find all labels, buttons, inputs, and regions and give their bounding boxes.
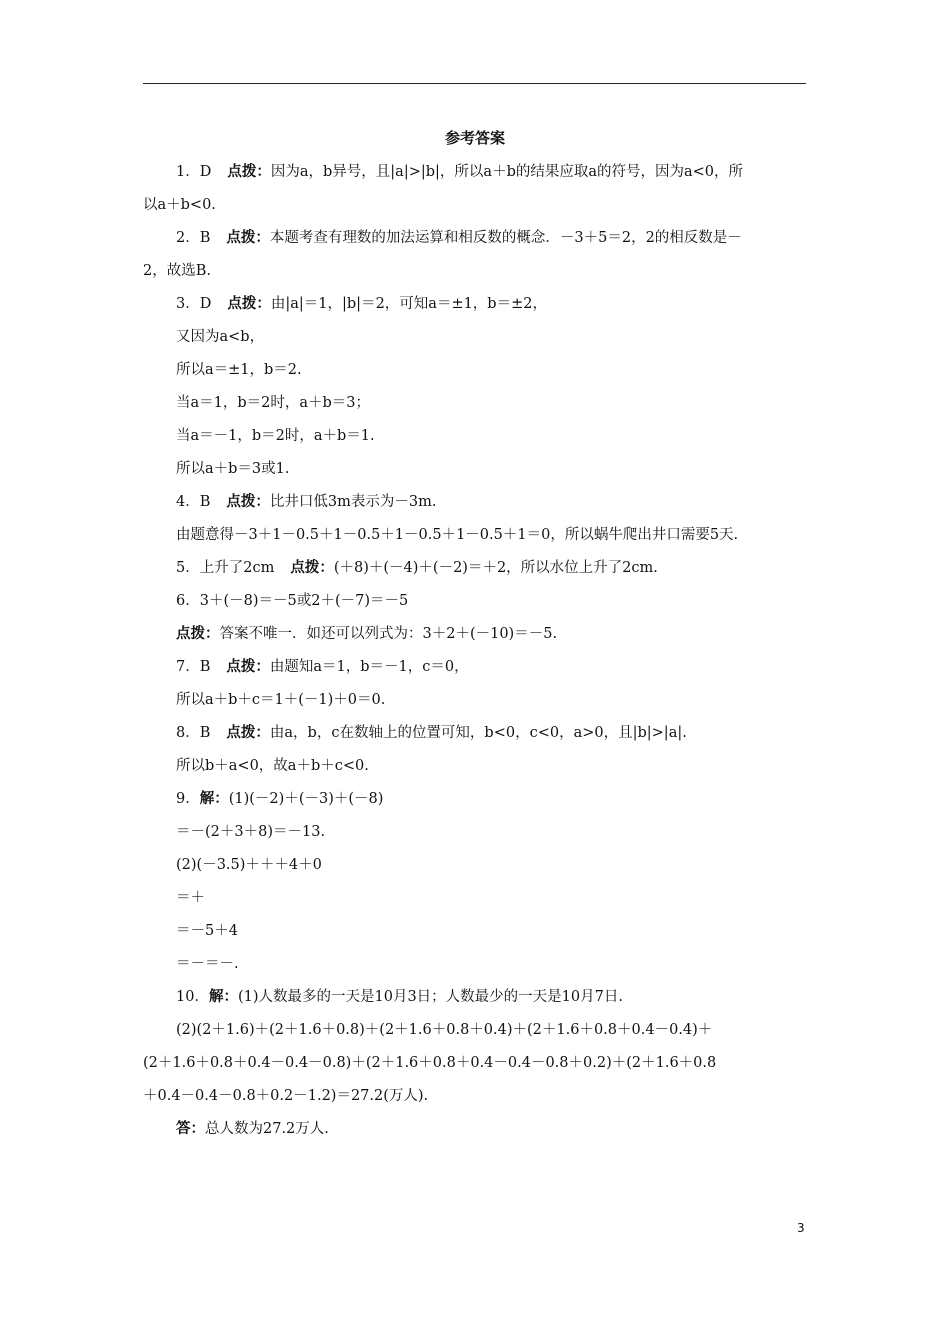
answer-line [143,453,806,486]
answer-text: 所以a＝±1，b＝2. [176,362,302,378]
answer-line [143,882,806,915]
hint-tag: 点拨： [176,626,220,642]
answer-line [143,750,806,783]
answer-line [143,1047,806,1080]
question-number: 2 [176,230,186,246]
question-number: 1 [176,164,186,180]
answer-line: 8．B 点拨：由a，b，c在数轴上的位置可知，b<0，c<0，a>0，且|b|>|a|. [176,725,687,741]
page-title: 参考答案 [444,129,505,147]
answer-line: 9．解：(1)(－2)＋(－3)＋(－8) [176,791,384,807]
answer-text: 由题意得－3＋1－0.5＋1－0.5＋1－0.5＋1－0.5＋1＝0，所以蜗牛爬出井口需要5天. [176,527,739,543]
hint-tag: 解： [208,989,238,1005]
hint-tag: 解： [199,791,229,807]
answer-line [143,849,806,882]
hint-tag: 点拨： [290,560,334,576]
answer-text: 总人数为27.2万人. [205,1121,329,1137]
question-number: 9 [176,791,186,807]
answer-text: 本题考查有理数的加法运算和相反数的概念．－3＋5＝2，2的相反数是－ [269,230,742,246]
answer-line [143,519,806,552]
answer-line: 7．B 点拨：由题知a＝1，b＝－1，c＝0， [176,659,469,675]
answer-line [143,321,806,354]
answer-line: 6．3＋(－8)＝－5或2＋(－7)＝－5 [176,593,409,609]
answer-line [143,684,806,717]
question-number: 10 [176,989,195,1005]
answer-line [143,618,806,651]
answer-line [143,255,806,288]
answer-text: 答案不唯一．如还可以列式为：3＋2＋(－10)＝－5. [219,626,558,642]
answer-line: 5．上升了2cm 点拨：(＋8)＋(－4)＋(－2)＝＋2，所以水位上升了2cm. [176,560,658,576]
hint-tag: 点拨： [226,659,270,675]
answer-line [143,915,806,948]
answer-list [143,156,806,1146]
answer-choice: D [199,164,212,180]
answer-text: 由|a|＝1，|b|＝2，可知a＝±1，b＝±2， [270,296,547,312]
answer-text: ＋0.4－0.4－0.8＋0.2－1.2)＝27.2(万人). [143,1088,429,1104]
answer-line [143,387,806,420]
question-number: 4 [176,494,186,510]
answer-text: ＝－(2＋3＋8)＝－13. [176,824,326,840]
page-number: 3 [797,1221,805,1235]
answer-line [143,354,806,387]
answer-text: (1)(－2)＋(－3)＋(－8) [228,791,384,807]
answer-text: (2)(2＋1.6)＋(2＋1.6＋0.8)＋(2＋1.6＋0.8＋0.4)＋(2＋1.6＋0.8＋0.4－0.4)＋ [176,1022,713,1038]
answer-text: 由题知a＝1，b＝－1，c＝0， [269,659,469,675]
answer-choice: B [199,725,211,741]
answer-line: 3．D 点拨：由|a|＝1，|b|＝2，可知a＝±1，b＝±2， [176,296,547,312]
answer-text: 又因为a<b， [176,329,265,345]
answer-line [143,1014,806,1047]
answer-text: 比井口低3m表示为－3m. [269,494,437,510]
answer-text: ＝＋ [176,890,205,906]
answer-choice: B [199,230,211,246]
answer-choice: 上升了2cm [199,560,275,576]
answer-line [143,189,806,222]
answer-text: ＝－＝－. [176,956,239,972]
hint-tag: 答： [176,1121,205,1137]
answer-text: 所以a＋b＋c＝1＋(－1)＋0＝0. [176,692,386,708]
question-number: 5 [176,560,186,576]
answer-text: (＋8)＋(－4)＋(－2)＝＋2，所以水位上升了2cm. [333,560,658,576]
answer-choice: D [199,296,212,312]
hint-tag: 点拨： [227,296,271,312]
answer-choice: B [199,494,211,510]
answer-text: 当a＝－1，b＝2时，a＋b＝1. [176,428,375,444]
answer-text: (2)(－3.5)＋＋＋4＋0 [176,857,322,873]
answer-line [143,948,806,981]
question-number: 8 [176,725,186,741]
answer-choice: 3＋(－8)＝－5或2＋(－7)＝－5 [199,593,409,609]
answer-text: 由a，b，c在数轴上的位置可知，b<0，c<0，a>0，且|b|>|a|. [269,725,687,741]
answer-text: (2＋1.6＋0.8＋0.4－0.4－0.8)＋(2＋1.6＋0.8＋0.4－0.4－0.8＋0.2)＋(2＋1.6＋0.8 [143,1055,717,1071]
header-rule [143,83,806,84]
hint-tag: 点拨： [226,494,270,510]
answer-text: 2，故选B. [143,263,211,279]
answer-choice: B [199,659,211,675]
answer-line [143,1080,806,1113]
answer-line: 2．B 点拨：本题考查有理数的加法运算和相反数的概念．－3＋5＝2，2的相反数是－ [176,230,742,246]
answer-line: 10．解：(1)人数最多的一天是10月3日；人数最少的一天是10月7日. [176,989,623,1005]
answer-text: 当a＝1，b＝2时，a＋b＝3； [176,395,371,411]
answer-text: 因为a，b异号，且|a|>|b|，所以a＋b的结果应取a的符号，因为a<0，所 [270,164,744,180]
answer-text: (1)人数最多的一天是10月3日；人数最少的一天是10月7日. [237,989,623,1005]
question-number: 3 [176,296,186,312]
answer-line [143,816,806,849]
answer-text: 以a＋b<0. [143,197,216,213]
question-number: 7 [176,659,186,675]
answer-line: 1．D 点拨：因为a，b异号，且|a|>|b|，所以a＋b的结果应取a的符号，因为a<0，所 [176,164,744,180]
hint-tag: 点拨： [226,230,270,246]
answer-line [143,1113,806,1146]
hint-tag: 点拨： [227,164,271,180]
question-number: 6 [176,593,186,609]
answer-text: 所以b＋a<0，故a＋b＋c<0. [176,758,369,774]
answer-line: 4．B 点拨：比井口低3m表示为－3m. [176,494,437,510]
answer-line [143,420,806,453]
hint-tag: 点拨： [226,725,270,741]
answer-text: ＝－5＋4 [176,923,238,939]
answer-text: 所以a＋b＝3或1. [176,461,290,477]
